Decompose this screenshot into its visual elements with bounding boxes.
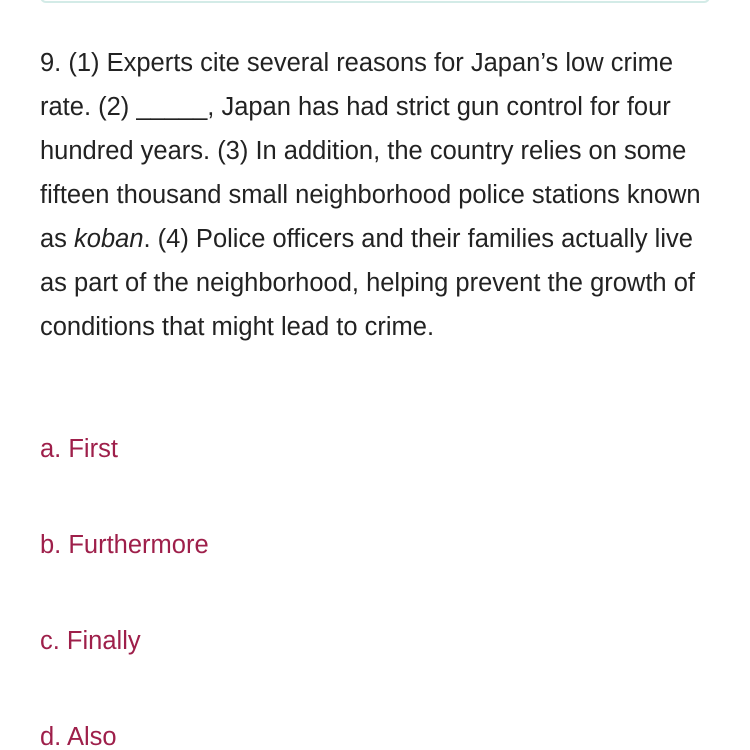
choice-a[interactable]: a. First bbox=[40, 435, 118, 463]
choice-b[interactable]: b. Furthermore bbox=[40, 531, 209, 559]
question-text-part-1: 9. (1) Experts cite several reasons for Japan’s low crime rate. (2) _____, Japan has had strict gun control for four hundred years. (3) In addition, the country relies on some fifteen thousand small neighborhood police stations known as bbox=[40, 49, 701, 253]
question-italic-term: koban bbox=[74, 225, 144, 253]
choice-d[interactable]: d. Also bbox=[40, 723, 117, 750]
question-text-part-2: . (4) Police officers and their families actually live as part of the neighborhood, helping prevent the growth of conditions that might lead to crime. bbox=[40, 225, 695, 341]
previous-card-edge bbox=[40, 0, 710, 3]
question-text bbox=[40, 41, 720, 349]
choice-c[interactable]: c. Finally bbox=[40, 627, 141, 655]
